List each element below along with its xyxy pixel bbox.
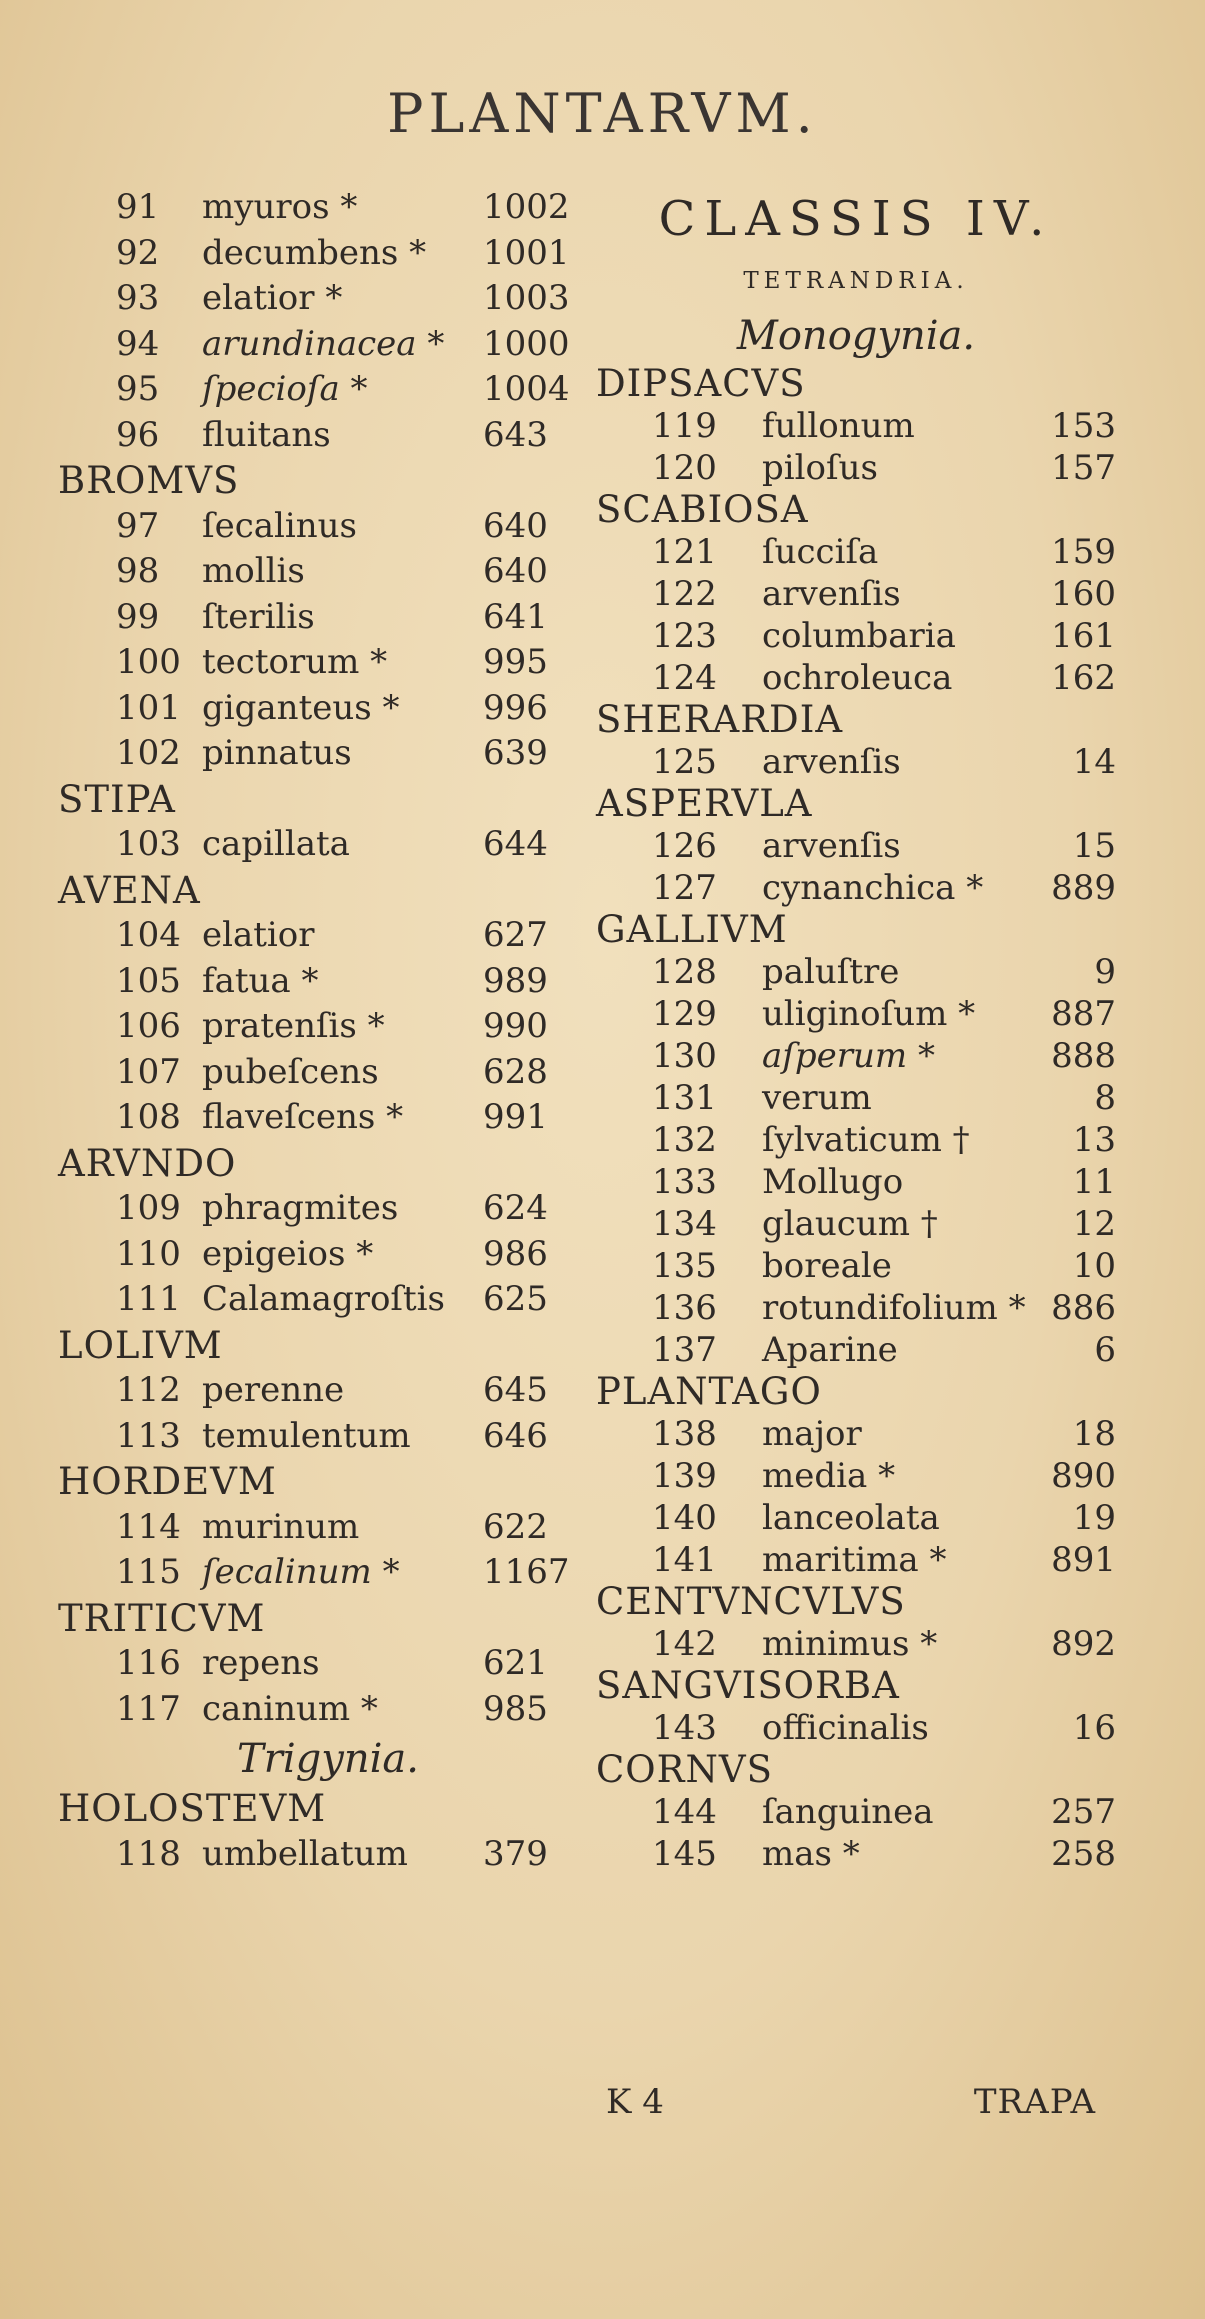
page-reference: 1004: [483, 369, 570, 409]
list-item: [58, 1414, 598, 1460]
page-reference: 624: [483, 1188, 548, 1228]
entry-number: 141: [652, 1540, 717, 1580]
page-reference: 9: [1094, 952, 1116, 992]
species-name: mas *: [762, 1834, 860, 1874]
entry-number: 108: [116, 1097, 181, 1137]
entry-number: 95: [116, 369, 160, 409]
page-reference: 622: [483, 1506, 548, 1547]
species-name: ſanguinea: [762, 1792, 934, 1832]
species-name: glaucum †: [762, 1204, 938, 1244]
list-item: [58, 231, 598, 277]
list-item: [596, 993, 1116, 1035]
species-name: piloſus: [762, 448, 878, 488]
species-name: pinnatus: [202, 733, 352, 773]
species-name: fatua *: [202, 960, 319, 1001]
list-item: [58, 276, 598, 322]
list-item: [596, 1077, 1116, 1119]
page-reference: 14: [1072, 742, 1116, 782]
page-reference: 16: [1072, 1708, 1116, 1748]
species-name: paluſtre: [762, 952, 900, 992]
page-reference: 159: [1051, 532, 1116, 572]
page-reference: 644: [483, 824, 548, 864]
entry-number: 128: [652, 952, 717, 992]
entry-number: 93: [116, 278, 160, 318]
page-reference: 886: [1051, 1288, 1116, 1328]
entry-number: 101: [116, 687, 181, 728]
page-reference: 989: [483, 960, 548, 1001]
list-item: [596, 1203, 1116, 1245]
genus-heading: HOLOSTEVM: [58, 1787, 327, 1830]
order-heading: Trigynia.: [237, 1736, 419, 1782]
entry-number: 112: [116, 1370, 181, 1410]
species-name: temulentum: [202, 1415, 411, 1456]
list-item: [58, 1505, 598, 1551]
species-name: caninum *: [202, 1688, 378, 1729]
species-name: lanceolata: [762, 1498, 940, 1538]
page-reference: 160: [1051, 574, 1116, 614]
page-reference: 640: [483, 551, 548, 591]
page-reference: 640: [483, 505, 548, 546]
entry-number: 130: [652, 1036, 717, 1076]
species-name: minimus *: [762, 1624, 938, 1664]
page-reference: 628: [483, 1051, 548, 1092]
entry-number: 131: [652, 1078, 717, 1118]
entry-number: 122: [652, 574, 717, 614]
entry-number: 117: [116, 1688, 181, 1729]
list-item: [58, 1641, 598, 1687]
species-name: arundinacea *: [202, 323, 445, 364]
list-item: [58, 913, 598, 959]
page-reference: 986: [483, 1233, 548, 1274]
list-item: [58, 185, 598, 231]
entry-number: 99: [116, 596, 160, 637]
species-name: media *: [762, 1456, 896, 1496]
species-name: boreale: [762, 1246, 892, 1286]
entry-number: 116: [116, 1643, 181, 1683]
page-reference: 888: [1051, 1036, 1116, 1076]
species-name: rotundifolium *: [762, 1288, 1026, 1328]
species-name: umbellatum: [202, 1833, 408, 1874]
list-item: [596, 1707, 1116, 1749]
entry-number: 94: [116, 323, 160, 364]
page-reference: 153: [1051, 406, 1116, 446]
list-item: [596, 1287, 1116, 1329]
list-item: [596, 573, 1116, 615]
list-item: [58, 822, 598, 868]
page-reference: 19: [1072, 1498, 1116, 1538]
species-name: ſecalinum *: [202, 1552, 400, 1592]
species-name: ſterilis: [202, 596, 315, 637]
list-item: [596, 405, 1116, 447]
right-column: [596, 185, 1116, 1875]
genus-heading: CORNVS: [596, 1748, 773, 1791]
list-item: [596, 825, 1116, 867]
entry-number: 132: [652, 1120, 717, 1160]
species-name: ſpecioſa *: [202, 369, 368, 409]
page-reference: 18: [1072, 1414, 1116, 1454]
page-title: PLANTARVM.: [387, 82, 818, 145]
list-item: [596, 1833, 1116, 1875]
page-reference: 990: [483, 1006, 548, 1046]
page-reference: 15: [1072, 826, 1116, 866]
page-reference: 991: [483, 1097, 548, 1137]
entry-number: 134: [652, 1204, 717, 1244]
species-name: elatior: [202, 915, 315, 955]
list-item: [596, 1539, 1116, 1581]
entry-number: 129: [652, 994, 717, 1034]
list-item: [58, 413, 598, 459]
species-name: Mollugo: [762, 1162, 904, 1202]
entry-number: 125: [652, 742, 717, 782]
genus-heading: BROMVS: [58, 459, 240, 502]
genus-heading: GALLIVM: [596, 908, 788, 951]
page-reference: 643: [483, 414, 548, 455]
class-heading: CLASSIS IV.: [658, 191, 1054, 247]
species-name: murinum: [202, 1506, 360, 1547]
list-item: [596, 657, 1116, 699]
page-reference: 639: [483, 733, 548, 773]
entry-number: 114: [116, 1506, 181, 1547]
entry-number: 135: [652, 1246, 717, 1286]
page-reference: 627: [483, 915, 548, 955]
list-item: [596, 447, 1116, 489]
genus-heading: TRITICVM: [58, 1596, 266, 1640]
genus-heading: CENTVNCVLVS: [596, 1580, 906, 1623]
species-name: aſperum *: [762, 1036, 935, 1076]
species-name: ochroleuca: [762, 658, 953, 698]
page-footer: [596, 2082, 1096, 2128]
page-reference: 161: [1051, 616, 1116, 656]
page-reference: 1001: [483, 232, 570, 273]
species-name: pubeſcens: [202, 1051, 379, 1092]
list-item: [58, 686, 598, 732]
page-reference: 892: [1051, 1624, 1116, 1664]
entry-number: 100: [116, 642, 181, 682]
page-reference: 889: [1051, 868, 1116, 908]
species-name: epigeios *: [202, 1233, 374, 1274]
page-reference: 1002: [483, 187, 570, 227]
page-reference: 890: [1051, 1456, 1116, 1496]
entry-number: 102: [116, 733, 181, 773]
list-item: [58, 731, 598, 777]
species-name: uliginoſum *: [762, 994, 976, 1034]
list-item: [58, 1687, 598, 1733]
species-name: elatior *: [202, 278, 343, 318]
list-item: [58, 1550, 598, 1596]
page-reference: 8: [1094, 1078, 1116, 1118]
entry-number: 144: [652, 1792, 717, 1832]
entry-number: 145: [652, 1834, 717, 1874]
species-name: Calamagroſtis: [202, 1279, 445, 1319]
list-item: [596, 1497, 1116, 1539]
entry-number: 140: [652, 1498, 717, 1538]
list-item: [58, 1368, 598, 1414]
genus-heading: AVENA: [58, 868, 201, 912]
left-column: [58, 185, 598, 1877]
species-name: verum: [762, 1078, 872, 1118]
species-name: arvenſis: [762, 742, 901, 782]
list-item: [596, 1035, 1116, 1077]
list-item: [58, 959, 598, 1005]
genus-heading: ARVNDO: [58, 1141, 237, 1185]
entry-number: 123: [652, 616, 717, 656]
entry-number: 115: [116, 1552, 181, 1592]
list-item: [596, 1119, 1116, 1161]
page-reference: 6: [1094, 1330, 1116, 1370]
page-reference: 995: [483, 642, 548, 682]
species-name: tectorum *: [202, 642, 388, 682]
entry-number: 111: [116, 1279, 181, 1319]
species-name: arvenſis: [762, 574, 901, 614]
species-name: perenne: [202, 1370, 345, 1410]
species-name: fluitans: [202, 414, 331, 455]
page-reference: 621: [483, 1643, 548, 1683]
page-reference: 641: [483, 596, 548, 637]
list-item: [596, 615, 1116, 657]
list-item: [58, 640, 598, 686]
page-reference: 13: [1072, 1120, 1116, 1160]
list-item: [596, 1623, 1116, 1665]
genus-heading: PLANTAGO: [596, 1370, 822, 1413]
list-item: [58, 595, 598, 641]
page-reference: 257: [1051, 1792, 1116, 1832]
genus-heading: SANGVISORBA: [596, 1664, 900, 1707]
page-reference: 646: [483, 1415, 548, 1456]
entry-number: 103: [116, 824, 181, 864]
entry-number: 113: [116, 1415, 181, 1456]
species-name: arvenſis: [762, 826, 901, 866]
species-name: ſecalinus: [202, 505, 358, 546]
entry-number: 105: [116, 960, 181, 1001]
species-name: pratenſis *: [202, 1006, 385, 1046]
list-item: [58, 1277, 598, 1323]
list-item: [596, 1161, 1116, 1203]
entry-number: 106: [116, 1006, 181, 1046]
list-item: [596, 951, 1116, 993]
species-name: capillata: [202, 824, 350, 864]
page-reference: 379: [483, 1833, 548, 1874]
page-reference: 157: [1051, 448, 1116, 488]
page-reference: 985: [483, 1688, 548, 1729]
entry-number: 138: [652, 1414, 717, 1454]
entry-number: 126: [652, 826, 717, 866]
page-reference: 1003: [483, 278, 570, 318]
entry-number: 142: [652, 1624, 717, 1664]
page-reference: 10: [1072, 1246, 1116, 1286]
page-reference: 12: [1072, 1204, 1116, 1244]
list-item: [58, 549, 598, 595]
species-name: phragmites: [202, 1188, 399, 1228]
list-item: [596, 741, 1116, 783]
signature-mark: K 4: [606, 2082, 664, 2122]
species-name: myuros *: [202, 187, 358, 227]
page-reference: 996: [483, 687, 548, 728]
entry-number: 98: [116, 551, 160, 591]
entry-number: 110: [116, 1233, 181, 1274]
page-reference: 645: [483, 1370, 548, 1410]
genus-heading: STIPA: [58, 777, 176, 821]
list-item: [596, 531, 1116, 573]
list-item: [58, 367, 598, 413]
page-reference: 258: [1051, 1834, 1116, 1874]
list-item: [58, 1832, 598, 1878]
entry-number: 121: [652, 532, 717, 572]
genus-heading: DIPSACVS: [596, 362, 806, 405]
species-name: maritima *: [762, 1540, 947, 1580]
entry-number: 139: [652, 1456, 717, 1496]
list-item: [58, 504, 598, 550]
entry-number: 109: [116, 1188, 181, 1228]
page-reference: 891: [1051, 1540, 1116, 1580]
genus-heading: LOLIVM: [58, 1323, 223, 1367]
list-item: [596, 1413, 1116, 1455]
species-name: officinalis: [762, 1708, 929, 1748]
entry-number: 97: [116, 505, 160, 546]
list-item: [58, 322, 598, 368]
entry-number: 119: [652, 406, 717, 446]
class-subtitle: TETRANDRIA.: [743, 268, 969, 294]
entry-number: 143: [652, 1708, 717, 1748]
species-name: ſylvaticum †: [762, 1120, 970, 1160]
species-name: fullonum: [762, 406, 915, 446]
list-item: [596, 1329, 1116, 1371]
list-item: [596, 1455, 1116, 1497]
page-reference: 162: [1051, 658, 1116, 698]
species-name: flaveſcens *: [202, 1097, 404, 1137]
entry-number: 124: [652, 658, 717, 698]
species-name: major: [762, 1414, 862, 1454]
entry-number: 137: [652, 1330, 717, 1370]
list-item: [596, 1791, 1116, 1833]
entry-number: 91: [116, 187, 160, 227]
species-name: giganteus *: [202, 687, 400, 728]
list-item: [596, 867, 1116, 909]
page-reference: 1167: [483, 1552, 570, 1592]
order-heading: Monogynia.: [736, 313, 976, 359]
list-item: [58, 1095, 598, 1141]
entry-number: 118: [116, 1833, 181, 1874]
list-item: [58, 1004, 598, 1050]
species-name: repens: [202, 1643, 320, 1683]
list-item: [58, 1232, 598, 1278]
entry-number: 92: [116, 232, 160, 273]
page-reference: 625: [483, 1279, 548, 1319]
genus-heading: SCABIOSA: [596, 488, 809, 531]
species-name: mollis: [202, 551, 305, 591]
species-name: decumbens *: [202, 232, 427, 273]
entry-number: 133: [652, 1162, 717, 1202]
catchword: TRAPA: [973, 2082, 1096, 2122]
species-name: Aparine: [762, 1330, 898, 1370]
species-name: columbaria: [762, 616, 956, 656]
species-name: ſucciſa: [762, 532, 879, 572]
genus-heading: SHERARDIA: [596, 698, 844, 741]
page-reference: 1000: [483, 323, 570, 364]
entry-number: 120: [652, 448, 717, 488]
genus-heading: HORDEVM: [58, 1460, 277, 1503]
entry-number: 96: [116, 414, 160, 455]
entry-number: 136: [652, 1288, 717, 1328]
entry-number: 127: [652, 868, 717, 908]
list-item: [58, 1186, 598, 1232]
list-item: [596, 1245, 1116, 1287]
list-item: [58, 1050, 598, 1096]
entry-number: 107: [116, 1051, 181, 1092]
entry-number: 104: [116, 915, 181, 955]
genus-heading: ASPERVLA: [596, 782, 813, 825]
page-reference: 11: [1072, 1162, 1116, 1202]
page-reference: 887: [1051, 994, 1116, 1034]
species-name: cynanchica *: [762, 868, 984, 908]
